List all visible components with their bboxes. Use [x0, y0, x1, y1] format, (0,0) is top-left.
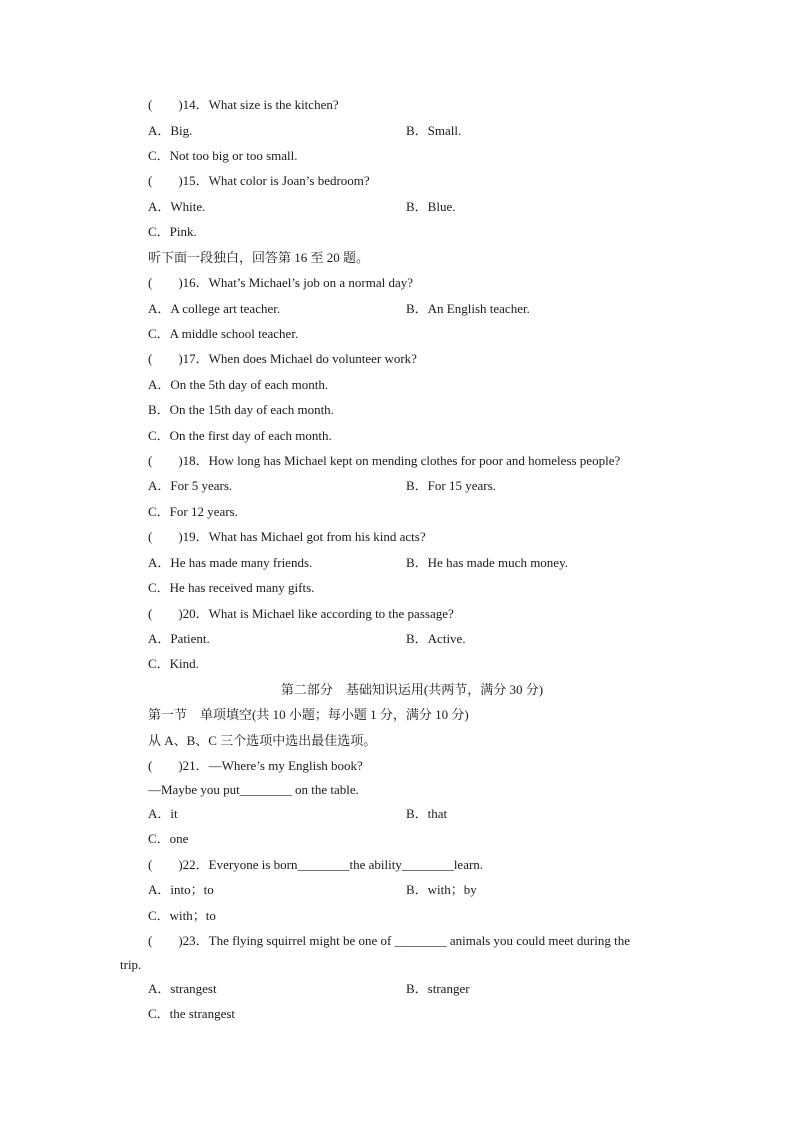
q16-option-a: A．A college art teacher.	[148, 301, 281, 316]
q23-option-a: A．strangest	[148, 981, 217, 996]
q18-option-a: A．For 5 years.	[148, 478, 233, 493]
question-19: ( )19．What has Michael got from his kind acts?	[148, 529, 426, 544]
q16-option-b: B．An English teacher.	[406, 301, 530, 316]
q18-option-c: C．For 12 years.	[148, 504, 238, 519]
q20-option-b: B．Active.	[406, 631, 466, 646]
question-21: ( )21．—Where’s my English book?	[148, 758, 363, 773]
q17-option-c: C．On the first day of each month.	[148, 428, 332, 443]
q14-option-a: A．Big.	[148, 123, 193, 138]
listening-instruction-16-20: 听下面一段独白，回答第 16 至 20 题。	[148, 250, 370, 265]
q23-option-c: C．the strangest	[148, 1006, 236, 1021]
q17-option-a: A．On the 5th day of each month.	[148, 377, 329, 392]
q23-option-b: B．stranger	[406, 981, 470, 996]
q14-option-c: C．Not too big or too small.	[148, 148, 298, 163]
q18-option-b: B．For 15 years.	[406, 478, 496, 493]
q15-option-c: C．Pink.	[148, 224, 197, 239]
part-two-title: 第二部分 基础知识运用(共两节，满分 30 分)	[280, 682, 544, 697]
q17-option-b: B．On the 15th day of each month.	[148, 402, 334, 417]
question-23: ( )23．The flying squirrel might be one of ________ animals you could meet during the	[148, 933, 630, 948]
question-20: ( )20．What is Michael like according to the passage?	[148, 606, 454, 621]
question-23-continuation: trip.	[120, 957, 142, 972]
q15-option-a: A．White.	[148, 199, 206, 214]
question-15: ( )15．What color is Joan’s bedroom?	[148, 173, 370, 188]
q22-option-a: A．into；to	[148, 882, 214, 897]
question-14: ( )14．What size is the kitchen?	[148, 97, 339, 112]
q19-option-a: A．He has made many friends.	[148, 555, 313, 570]
q21-option-c: C．one	[148, 831, 189, 846]
question-17: ( )17．When does Michael do volunteer work?	[148, 351, 417, 366]
q22-option-c: C．with；to	[148, 908, 216, 923]
q16-option-c: C．A middle school teacher.	[148, 326, 299, 341]
q19-option-c: C．He has received many gifts.	[148, 580, 315, 595]
question-22: ( )22．Everyone is born________the ability________learn.	[148, 857, 484, 872]
section-one-instruction: 从 A、B、C 三个选项中选出最佳选项。	[148, 733, 377, 748]
q19-option-b: B．He has made much money.	[406, 555, 568, 570]
question-18: ( )18．How long has Michael kept on mending clothes for poor and homeless people?	[148, 453, 621, 468]
q21-reply: —Maybe you put________ on the table.	[148, 782, 359, 797]
question-16: ( )16．What’s Michael’s job on a normal day?	[148, 275, 413, 290]
q22-option-b: B．with；by	[406, 882, 477, 897]
q21-option-b: B．that	[406, 806, 448, 821]
q15-option-b: B．Blue.	[406, 199, 456, 214]
q20-option-a: A．Patient.	[148, 631, 210, 646]
q14-option-b: B．Small.	[406, 123, 462, 138]
section-one-title: 第一节 单项填空(共 10 小题；每小题 1 分，满分 10 分)	[148, 707, 469, 722]
q20-option-c: C．Kind.	[148, 656, 199, 671]
q21-option-a: A．it	[148, 806, 178, 821]
